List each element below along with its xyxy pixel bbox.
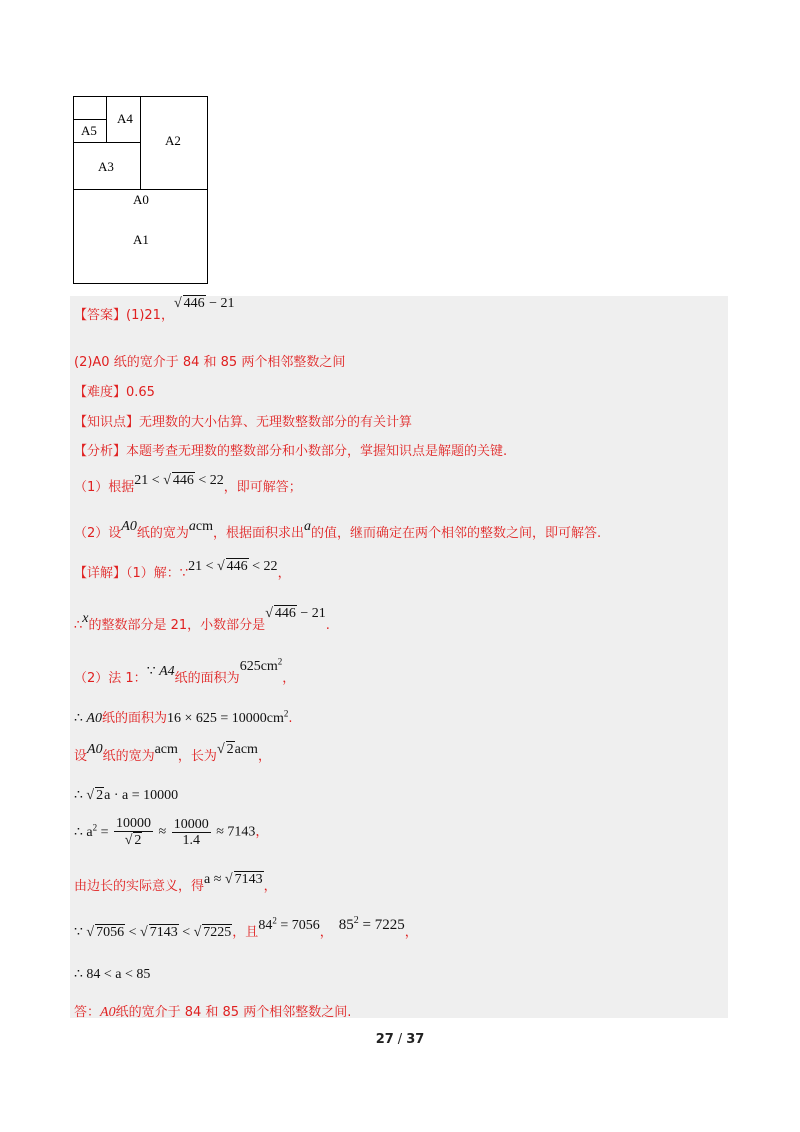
knowledge-points: 【知识点】无理数的大小估算、无理数整数部分的有关计算 bbox=[74, 415, 413, 430]
answer-part1-math: √ 446 − 21 bbox=[173, 296, 235, 311]
detail-line2: ∴x的整数部分是 21，小数部分是√ 446 − 21. bbox=[74, 606, 330, 633]
detail-ineq: ∵ √ 7056 < √ 7143 < √ 7225，且$84^2 = 7056$， $85^2 = 7225$， bbox=[74, 915, 418, 940]
answer-part2: (2)A0 纸的宽介于 84 和 85 两个相邻整数之间 bbox=[74, 355, 346, 370]
page-total: 37 bbox=[406, 1032, 425, 1047]
analysis-label: 【分析】本题考查无理数的整数部分和小数部分，掌握知识点是解题的关键. bbox=[74, 444, 508, 459]
label-a5: A5 bbox=[81, 123, 97, 138]
label-a3: A3 bbox=[98, 159, 114, 174]
detail-line1: 【详解】（1）解：∵21 < √ 446 < 22， bbox=[74, 559, 291, 581]
label-a0: A0 bbox=[133, 192, 149, 207]
page-current: 27 bbox=[375, 1032, 394, 1047]
detail-conclusion: 答：A0纸的宽介于 84 和 85 两个相邻整数之间. bbox=[74, 1005, 352, 1020]
paper-size-diagram bbox=[73, 96, 208, 284]
detail-frac-part: √ 446 − 21 bbox=[265, 606, 326, 621]
detail-a0-area: ∴ A0纸的面积为$16 \times 625 = 10000cm^2$. bbox=[74, 708, 293, 726]
answer-panel bbox=[70, 296, 728, 1018]
answer-line bbox=[74, 296, 235, 324]
label-a4: A4 bbox=[117, 111, 133, 126]
page-separator: / bbox=[397, 1032, 403, 1047]
detail-eq1: ∴ √ 2a · a = 10000 bbox=[74, 788, 179, 803]
analysis-step1: （1）根据21 < √ 446 < 22，即可解答； bbox=[74, 473, 302, 495]
answer-label: 【答案】(1)21， bbox=[74, 308, 174, 323]
detail-label: 【详解】（1）解： bbox=[74, 566, 180, 581]
detail-eq2: ∴ $a^2$ = $\frac{10000}{√ 2}$ ≈ $\frac{10000}{1.4}$ ≈ 7143， bbox=[74, 816, 269, 848]
analysis-step1-math: 21 < √ 446 < 22 bbox=[134, 473, 224, 488]
detail-meaning: 由边长的实际意义，得a ≈ √ 7143， bbox=[74, 872, 277, 894]
detail-method1: （2）法 1：∵ A4纸的面积为$625cm^2$， bbox=[74, 656, 296, 686]
detail-set-width: 设A0纸的宽为acm，长为√ 2acm， bbox=[74, 742, 271, 764]
analysis-step2: （2）设A0纸的宽为acm，根据面积求出a的值，继而确定在两个相邻的整数之间，即可解答. bbox=[74, 519, 602, 541]
label-a2: A2 bbox=[165, 133, 181, 148]
difficulty: 【难度】0.65 bbox=[74, 385, 155, 400]
detail-final-ineq: ∴ 84 < a < 85 bbox=[74, 967, 151, 982]
page-number bbox=[0, 1032, 800, 1047]
label-a1: A1 bbox=[133, 232, 149, 247]
detail-m1: 21 < √ 446 < 22 bbox=[188, 559, 278, 574]
